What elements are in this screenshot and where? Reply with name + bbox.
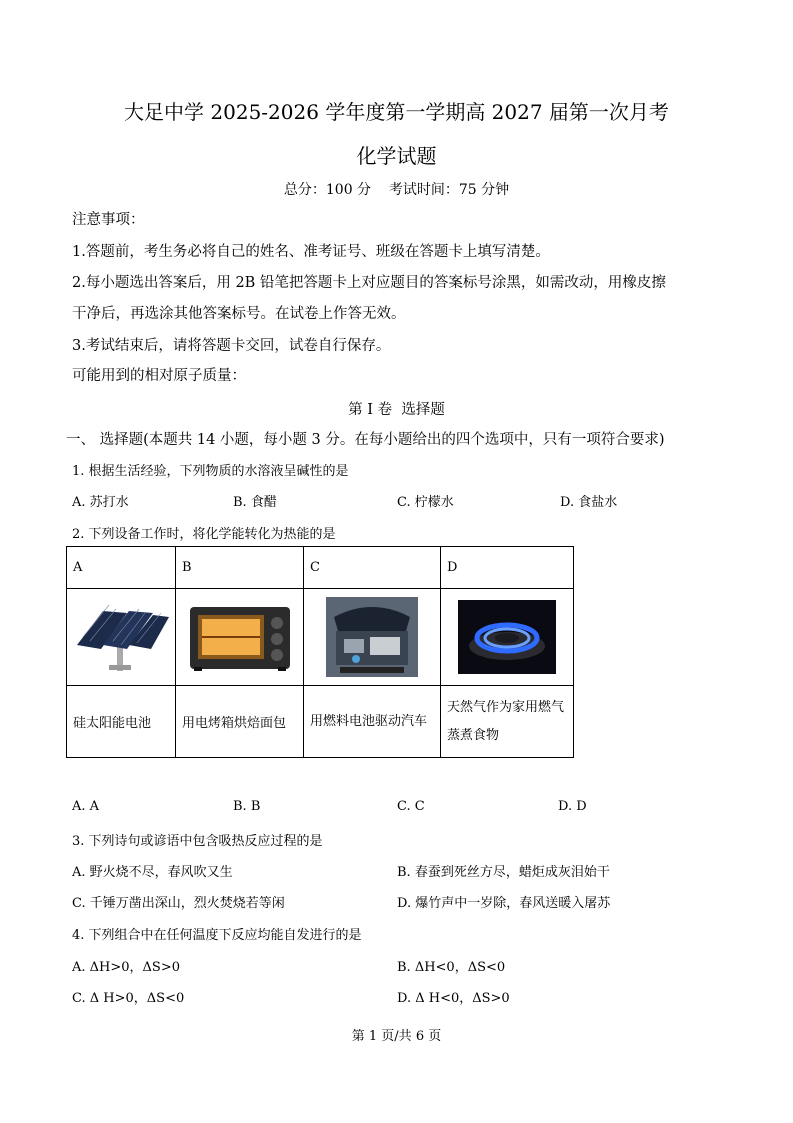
q3-option-b: B. 春蚕到死丝方尽，蜡炬成灰泪始干 (397, 865, 610, 880)
q4-option-b: B. ΔH<0，ΔS<0 (397, 960, 506, 975)
notes-heading: 注意事项： (72, 212, 145, 228)
q2-options-table (66, 546, 574, 758)
table-header-b: B (176, 547, 304, 589)
q1-option-a: A. 苏打水 (72, 495, 129, 510)
atomic-mass-note: 可能用到的相对原子质量： (72, 368, 246, 384)
fuel-cell-car-image (304, 589, 441, 686)
solar-panel-image (67, 589, 176, 686)
note-item: 3.考试结束后，请将答题卡交回，试卷自行保存。 (72, 338, 391, 354)
q2-option-a: A. A (72, 799, 100, 814)
section-title: 第 I 卷 选择题 (348, 402, 445, 418)
note-item: 1.答题前，考生务必将自己的姓名、准考证号、班级在答题卡上填写清楚。 (72, 244, 550, 260)
note-item: 干净后，再选涂其他答案标号。在试卷上作答无效。 (72, 306, 406, 322)
q4-option-d: D. Δ H<0，ΔS>0 (397, 991, 510, 1006)
electric-oven-image (176, 589, 304, 686)
exam-subject: 化学试题 (356, 144, 437, 168)
q1-option-b: B. 食醋 (233, 495, 277, 510)
gas-stove-image (441, 589, 574, 686)
q1-option-c: C. 柠檬水 (397, 495, 454, 510)
q1-stem: 1. 根据生活经验，下列物质的水溶液呈碱性的是 (72, 464, 349, 479)
q3-option-c: C. 千锤万凿出深山，烈火焚烧若等闲 (72, 896, 285, 911)
q4-stem: 4. 下列组合中在任何温度下反应均能自发进行的是 (72, 928, 362, 943)
table-header-d: D (441, 547, 574, 589)
exam-title: 大足中学 2025-2026 学年度第一学期高 2027 届第一次月考 (124, 100, 669, 124)
page-footer: 第 1 页/共 6 页 (351, 1029, 442, 1044)
section-instruction: 一、 选择题(本题共 14 小题，每小题 3 分。在每小题给出的四个选项中，只有一项符合要求) (66, 432, 665, 448)
note-item: 2.每小题选出答案后，用 2B 铅笔把答题卡上对应题目的答案标号涂黑，如需改动，用橡皮擦 (72, 275, 666, 291)
q2-stem: 2. 下列设备工作时，将化学能转化为热能的是 (72, 527, 336, 542)
q3-option-a: A. 野火烧不尽，春风吹又生 (72, 865, 233, 880)
q4-option-a: A. ΔH>0，ΔS>0 (72, 960, 180, 975)
exam-meta: 总分：100 分 考试时间：75 分钟 (283, 182, 510, 198)
table-header-c: C (304, 547, 441, 589)
q2-option-c: C. C (397, 799, 425, 814)
q3-stem: 3. 下列诗句或谚语中包含吸热反应过程的是 (72, 834, 323, 849)
table-caption-d: 天然气作为家用燃气蒸煮食物 (441, 686, 574, 758)
table-caption-a: 硅太阳能电池 (67, 686, 176, 758)
q4-option-c: C. Δ H>0，ΔS<0 (72, 991, 185, 1006)
table-header-a: A (67, 547, 176, 589)
q3-option-d: D. 爆竹声中一岁除，春风送暖入屠苏 (397, 896, 611, 911)
table-caption-b: 用电烤箱烘焙面包 (176, 686, 304, 758)
q2-option-b: B. B (233, 799, 261, 814)
q2-option-d: D. D (558, 799, 587, 814)
table-caption-c: 用燃料电池驱动汽车 (304, 686, 441, 758)
q1-option-d: D. 食盐水 (560, 495, 618, 510)
